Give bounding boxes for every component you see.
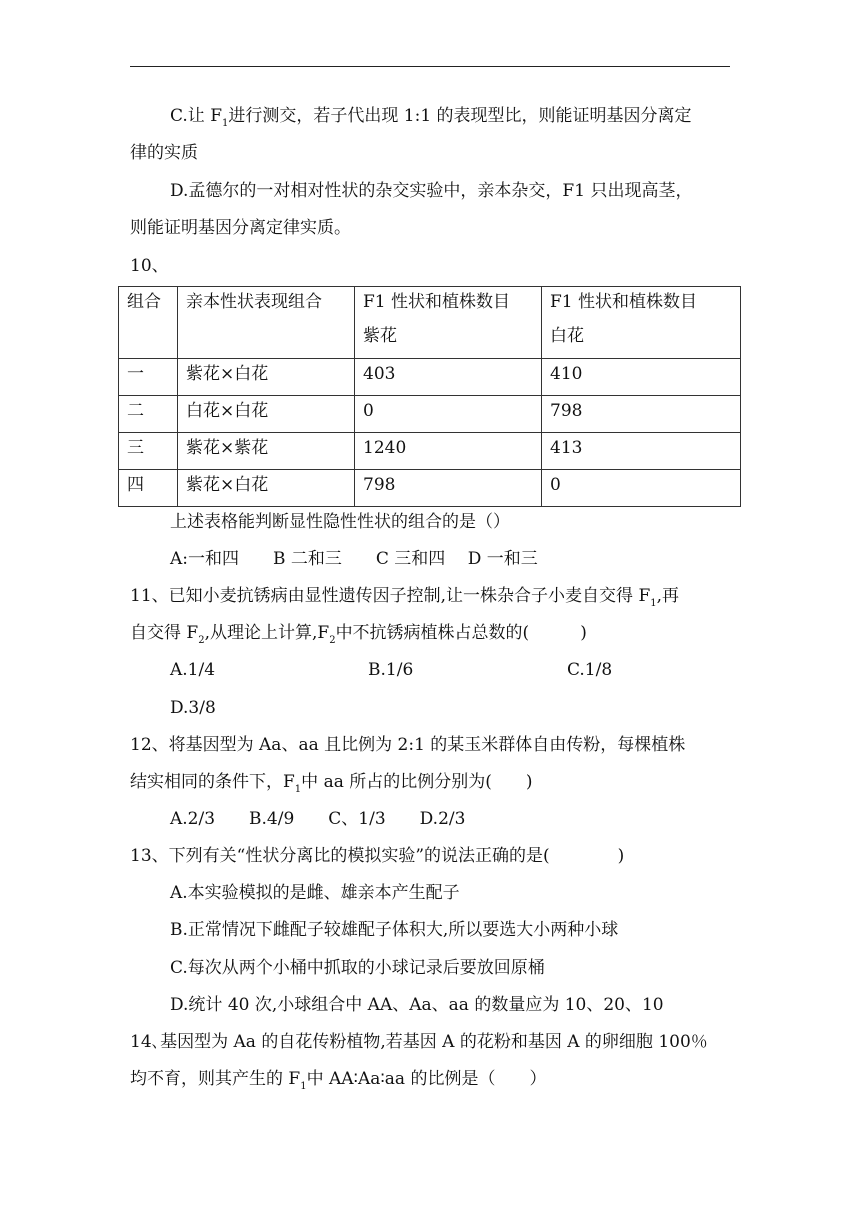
q9-option-c-cont: 律的实质: [130, 143, 198, 163]
table-row: [119, 359, 741, 396]
q13-option-a: A.本实验模拟的是雌、雄亲本产生配子: [170, 883, 460, 903]
table-header-cell: F1 性状和植株数目 白花: [542, 287, 741, 359]
table-cell: 798: [542, 396, 741, 433]
table-cell: 二: [119, 396, 178, 433]
header-rule: [130, 66, 730, 67]
table-cell: 1240: [355, 433, 542, 470]
table-row: [119, 470, 741, 507]
q10-options: A:一和四 B 二和三 C 三和四 D 一和三: [170, 549, 538, 569]
q13-option-c: C.每次从两个小桶中抓取的小球记录后要放回原桶: [170, 958, 545, 978]
q12-options: A.2/3 B.4/9 C、1/3 D.2/3: [170, 809, 466, 829]
q11-stem-cont: 自交得 $F_2$,从理论上计算$,F_2$中不抗锈病植株占总数的( ): [130, 623, 587, 646]
table-header-row: [119, 287, 741, 359]
table-cell: 三: [119, 433, 178, 470]
q10-number: 10、: [130, 256, 169, 276]
q13-stem: 13、下列有关“性状分离比的模拟实验”的说法正确的是( ): [130, 846, 625, 866]
q11-option-c: C.1/8: [567, 660, 613, 680]
q9-option-d: D.孟德尔的一对相对性状的杂交实验中，亲本杂交，F1 只出现高茎，: [170, 181, 693, 201]
q12-stem: 12、将基因型为 Aa、aa 且比例为 2:1 的某玉米群体自由传粉，每棵植株: [130, 735, 686, 755]
table-cell: 0: [355, 396, 542, 433]
q14-stem-cont: 均不育，则其产生的 $F_1$中 AA∶Aa∶aa 的比例是（ ）: [130, 1069, 547, 1092]
table-cell: 四: [119, 470, 178, 507]
table-cell: 白花×白花: [178, 396, 355, 433]
table-cell: 一: [119, 359, 178, 396]
table-header-cell: F1 性状和植株数目 紫花: [355, 287, 542, 359]
table-header-cell: 亲本性状表现组合: [178, 287, 355, 359]
q14-stem: 14､基因型为 Aa 的自花传粉植物,若基因 A 的花粉和基因 A 的卵细胞 100％: [130, 1032, 708, 1052]
table-cell: 403: [355, 359, 542, 396]
q12-stem-cont: 结实相同的条件下，$F_1$中 aa 所占的比例分别为( ): [130, 772, 533, 795]
q9-option-c: C.让 $F_1$进行测交，若子代出现 1:1 的表现型比，则能证明基因分离定: [170, 106, 692, 129]
q11-option-a: A.1/4: [170, 660, 216, 680]
q13-option-d: D.统计 40 次,小球组合中 AA、Aa、aa 的数量应为 10、20、10: [170, 995, 664, 1015]
table-row: [119, 396, 741, 433]
q10-question: 上述表格能判断显性隐性性状的组合的是（）: [170, 512, 510, 532]
table-row: [119, 433, 741, 470]
table-header-cell: 组合: [119, 287, 178, 359]
table-cell: 0: [542, 470, 741, 507]
table-cell: 紫花×白花: [178, 470, 355, 507]
q13-option-b: B.正常情况下雌配子较雄配子体积大,所以要选大小两种小球: [170, 920, 619, 940]
q11-option-b: B.1/6: [368, 660, 414, 680]
q11-option-d: D.3/8: [170, 698, 216, 718]
table-cell: 413: [542, 433, 741, 470]
table-cell: 798: [355, 470, 542, 507]
q11-stem: 11、已知小麦抗锈病由显性遗传因子控制,让一株杂合子小麦自交得 $F_1$,再: [130, 586, 680, 609]
q9-option-d-cont: 则能证明基因分离定律实质。: [130, 218, 351, 238]
table-cell: 紫花×白花: [178, 359, 355, 396]
q10-table: [118, 286, 741, 507]
table-cell: 紫花×紫花: [178, 433, 355, 470]
table-cell: 410: [542, 359, 741, 396]
